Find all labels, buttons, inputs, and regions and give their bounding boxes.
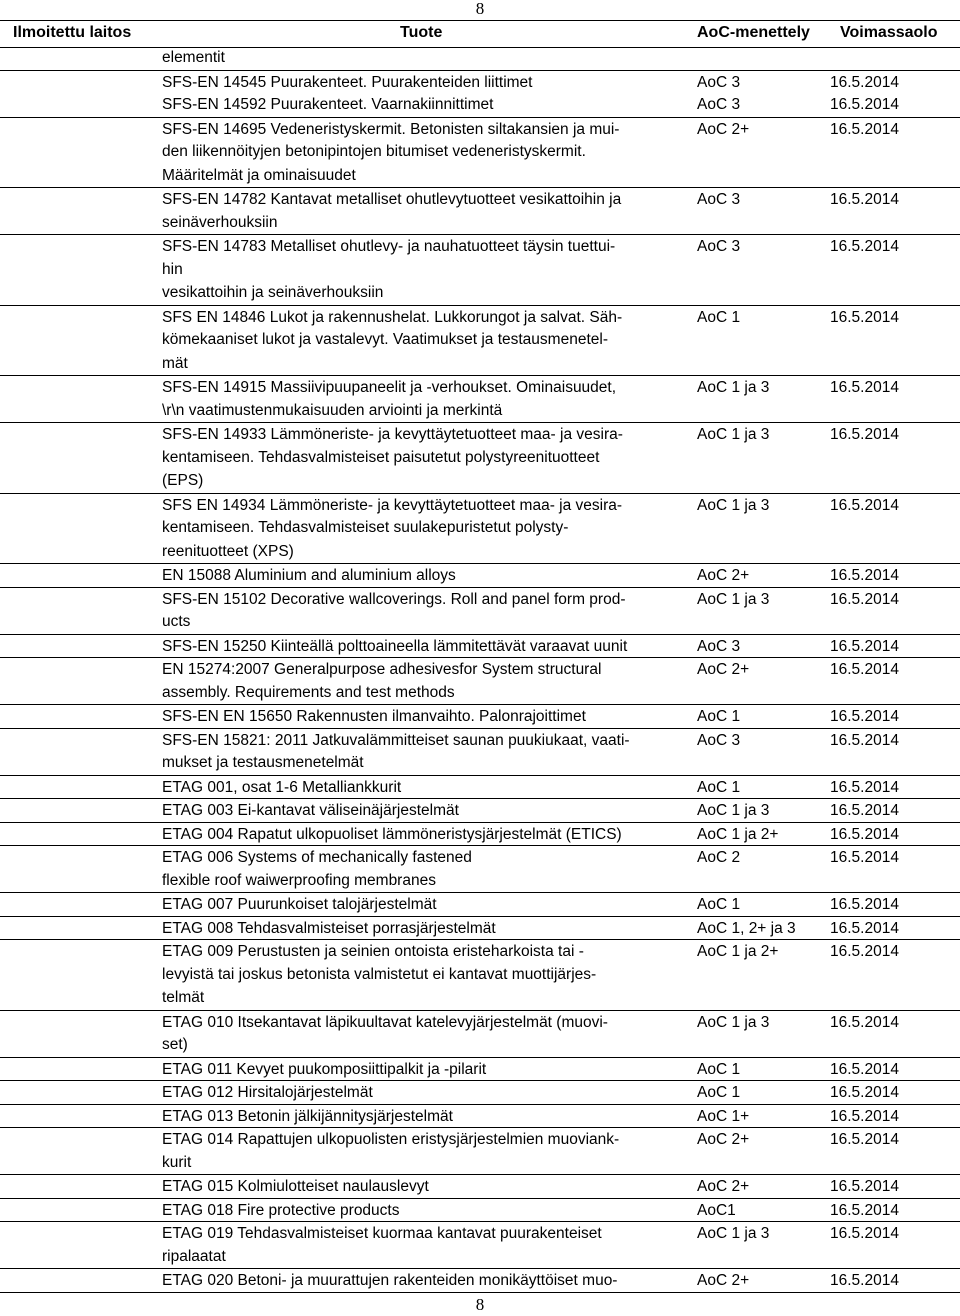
product-cell: SFS-EN 14933 Lämmöneriste- ja kevyttäytetuotteet maa- ja vesira- (162, 426, 623, 443)
validity-cell: 16.5.2014 (830, 238, 899, 255)
table-row (0, 469, 960, 493)
table-row (0, 751, 960, 775)
product-cell: ETAG 003 Ei-kantavat väliseinäjärjestelmät (162, 802, 459, 819)
page-number-top: 8 (475, 0, 485, 18)
table-row (0, 516, 960, 540)
table-row (0, 422, 960, 446)
product-cell: ETAG 008 Tehdasvalmisteiset porrasjärjestelmät (162, 919, 496, 937)
table-row (0, 1057, 960, 1081)
aoc-cell: AoC 1 ja 3 (697, 802, 770, 819)
header-tuote: Tuote (400, 24, 443, 41)
aoc-cell: AoC 1 ja 3 (697, 496, 770, 514)
table-row (0, 187, 960, 211)
product-cell: SFS-EN 14695 Vedeneristyskermit. Betonisten siltakansien ja mui- (162, 120, 620, 138)
table-row (0, 939, 960, 963)
validity-cell: 16.5.2014 (830, 708, 899, 725)
table-row (0, 1221, 960, 1245)
validity-cell: 16.5.2014 (830, 1131, 899, 1148)
table-row (0, 1268, 960, 1292)
product-cell: telmät (162, 989, 205, 1006)
validity-cell: 16.5.2014 (830, 120, 899, 138)
table-row (0, 1245, 960, 1269)
validity-cell: 16.5.2014 (830, 1178, 899, 1195)
product-cell: set) (162, 1036, 188, 1053)
aoc-cell: AoC 2 (697, 849, 741, 866)
table-row (0, 1080, 960, 1104)
header-aoc-menettely: AoC-menettely (697, 24, 810, 41)
product-cell: SFS EN 14846 Lukot ja rakennushelat. Lukkorungot ja salvat. Säh- (162, 308, 623, 326)
validity-cell: 16.5.2014 (830, 1201, 899, 1219)
table-row (0, 258, 960, 282)
product-cell: den liikennöityjen betonipintojen bitumiset vedeneristyskermit. (162, 143, 586, 160)
table-row (0, 775, 960, 799)
product-cell: \r\n vaatimustenmukaisuuden arviointi ja merkintä (162, 401, 503, 419)
aoc-cell: AoC 2+ (697, 661, 750, 678)
table-row (0, 446, 960, 470)
table-row (0, 657, 960, 681)
validity-cell: 16.5.2014 (830, 73, 899, 91)
validity-cell: 16.5.2014 (830, 426, 899, 443)
table-row (0, 399, 960, 423)
aoc-cell: AoC 1, 2+ ja 3 (697, 919, 796, 937)
table-row (0, 704, 960, 728)
aoc-cell: AoC 1 (697, 1084, 741, 1101)
table-row (0, 1198, 960, 1222)
validity-cell: 16.5.2014 (830, 308, 899, 326)
validity-cell: 16.5.2014 (830, 1272, 899, 1289)
product-cell: SFS-EN 15250 Kiinteällä polttoaineella lämmitettävät varaavat uunit (162, 637, 628, 655)
product-cell: ETAG 011 Kevyet puukomposiittipalkit ja -pilarit (162, 1060, 487, 1078)
validity-cell: 16.5.2014 (830, 496, 899, 514)
aoc-cell: AoC 2+ (697, 1272, 750, 1289)
table-row (0, 798, 960, 822)
product-cell: ETAG 007 Puurunkoiset talojärjestelmät (162, 896, 437, 913)
product-table-body (0, 46, 960, 1293)
product-cell: ETAG 001, osat 1-6 Metalliankkurit (162, 778, 402, 796)
validity-cell: 16.5.2014 (830, 1084, 899, 1101)
table-row (0, 540, 960, 564)
aoc-cell: AoC 1 (697, 1060, 741, 1078)
validity-cell: 16.5.2014 (830, 778, 899, 796)
aoc-cell: AoC 1 ja 3 (697, 1225, 770, 1242)
product-cell: elementit (162, 49, 225, 66)
aoc-cell: AoC 2+ (697, 1178, 750, 1195)
product-cell: ETAG 014 Rapattujen ulkopuolisten eristysjärjestelmien muoviank- (162, 1131, 620, 1148)
product-cell: kurit (162, 1153, 192, 1171)
aoc-cell: AoC 3 (697, 238, 741, 255)
table-row (0, 728, 960, 752)
table-row (0, 1151, 960, 1175)
product-cell: kentamiseen. Tehdasvalmisteiset paisutetut polystyreenituotteet (162, 448, 600, 466)
validity-cell: 16.5.2014 (830, 943, 899, 960)
validity-cell: 16.5.2014 (830, 1013, 899, 1031)
aoc-cell: AoC 1 ja 3 (697, 590, 770, 608)
validity-cell: 16.5.2014 (830, 661, 899, 678)
product-cell: (EPS) (162, 472, 204, 489)
table-row (0, 610, 960, 634)
table-row (0, 869, 960, 893)
validity-cell: 16.5.2014 (830, 1060, 899, 1078)
product-cell: mukset ja testausmenetelmät (162, 754, 364, 771)
product-cell: mät (162, 354, 188, 372)
table-row (0, 587, 960, 611)
product-cell: ETAG 004 Rapatut ulkopuoliset lämmöneristysjärjestelmät (ETICS) (162, 825, 622, 843)
aoc-cell: AoC 3 (697, 73, 741, 91)
table-row (0, 234, 960, 258)
table-row (0, 1010, 960, 1034)
aoc-cell: AoC 1 (697, 308, 741, 326)
validity-cell: 16.5.2014 (830, 567, 899, 584)
product-cell: levyistä tai joskus betonista valmistetut ei kantavat muottijärjes- (162, 965, 597, 983)
table-row (0, 164, 960, 188)
table-row (0, 305, 960, 329)
product-cell: ETAG 019 Tehdasvalmisteiset kuormaa kantavat puurakenteiset (162, 1225, 602, 1242)
validity-cell: 16.5.2014 (830, 191, 899, 208)
table-header (0, 20, 960, 48)
validity-cell: 16.5.2014 (830, 96, 899, 113)
aoc-cell: AoC 3 (697, 191, 741, 208)
product-cell: ETAG 020 Betoni- ja muurattujen rakenteiden monikäyttöiset muo- (162, 1272, 618, 1289)
validity-cell: 16.5.2014 (830, 590, 899, 608)
product-cell: EN 15274:2007 Generalpurpose adhesivesfor System structural (162, 661, 602, 678)
product-cell: SFS-EN 14545 Puurakenteet. Puurakenteiden liittimet (162, 73, 533, 91)
product-cell: reenituotteet (XPS) (162, 542, 294, 560)
product-cell: SFS-EN 14783 Metalliset ohutlevy- ja nauhatuotteet täysin tuettui- (162, 238, 616, 255)
aoc-cell: AoC 3 (697, 731, 741, 749)
product-cell: kentamiseen. Tehdasvalmisteiset suulakepuristetut polysty- (162, 519, 569, 536)
aoc-cell: AoC1 (697, 1201, 736, 1219)
aoc-cell: AoC 1+ (697, 1107, 750, 1125)
product-cell: ETAG 015 Kolmiulotteiset naulauslevyt (162, 1178, 429, 1195)
product-cell: flexible roof waiwerproofing membranes (162, 871, 436, 889)
table-row (0, 963, 960, 987)
aoc-cell: AoC 2+ (697, 567, 750, 584)
product-cell: SFS-EN 15821: 2011 Jatkuvalämmitteiset saunan puukiukaat, vaati- (162, 731, 630, 749)
validity-cell: 16.5.2014 (830, 1225, 899, 1242)
table-row (0, 845, 960, 869)
table-row (0, 1033, 960, 1057)
aoc-cell: AoC 3 (697, 637, 741, 655)
validity-cell: 16.5.2014 (830, 849, 899, 866)
table-row (0, 986, 960, 1010)
product-cell: SFS EN 14934 Lämmöneriste- ja kevyttäytetuotteet maa- ja vesira- (162, 496, 623, 514)
table-row (0, 916, 960, 940)
table-row (0, 1127, 960, 1151)
product-cell: SFS-EN 14915 Massiivipuupaneelit ja -verhoukset. Ominaisuudet, (162, 379, 617, 396)
product-cell: SFS-EN 14592 Puurakenteet. Vaarnakiinnittimet (162, 96, 494, 113)
table-row (0, 634, 960, 658)
aoc-cell: AoC 1 ja 3 (697, 426, 770, 443)
table-row (0, 140, 960, 164)
product-cell: ETAG 006 Systems of mechanically fastened (162, 849, 472, 866)
product-cell: ucts (162, 613, 191, 630)
product-cell: ETAG 010 Itsekantavat läpikuultavat katelevyjärjestelmät (muovi- (162, 1013, 608, 1031)
product-cell: SFS-EN EN 15650 Rakennusten ilmanvaihto. Palonrajoittimet (162, 708, 586, 725)
header-voimassaolo: Voimassaolo (840, 24, 938, 41)
table-row (0, 892, 960, 916)
product-cell: ETAG 009 Perustusten ja seinien ontoista eristeharkoista tai - (162, 943, 584, 960)
validity-cell: 16.5.2014 (830, 919, 899, 937)
aoc-cell: AoC 1 ja 3 (697, 1013, 770, 1031)
product-cell: EN 15088 Aluminium and aluminium alloys (162, 567, 456, 584)
product-cell: SFS-EN 14782 Kantavat metalliset ohutlevytuotteet vesikattoihin ja (162, 191, 622, 208)
aoc-cell: AoC 1 ja 3 (697, 379, 770, 396)
table-row (0, 211, 960, 235)
table-row (0, 352, 960, 376)
table-row (0, 375, 960, 399)
validity-cell: 16.5.2014 (830, 802, 899, 819)
validity-cell: 16.5.2014 (830, 637, 899, 655)
table-row (0, 822, 960, 846)
table-row (0, 93, 960, 117)
table-row (0, 70, 960, 94)
validity-cell: 16.5.2014 (830, 825, 899, 843)
table-row (0, 117, 960, 141)
validity-cell: 16.5.2014 (830, 896, 899, 913)
aoc-cell: AoC 1 (697, 778, 741, 796)
table-row (0, 681, 960, 705)
product-cell: seinäverhouksiin (162, 213, 278, 231)
table-row (0, 1174, 960, 1198)
table-row (0, 46, 960, 70)
aoc-cell: AoC 1 (697, 896, 741, 913)
page-number-bottom: 8 (475, 1295, 485, 1314)
product-cell: kömekaaniset lukot ja vastalevyt. Vaatimukset ja testausmenetel- (162, 331, 608, 348)
product-cell: SFS-EN 15102 Decorative wallcoverings. Roll and panel form prod- (162, 590, 626, 608)
aoc-cell: AoC 1 (697, 708, 741, 725)
aoc-cell: AoC 1 ja 2+ (697, 943, 779, 960)
aoc-cell: AoC 2+ (697, 1131, 750, 1148)
product-cell: Määritelmät ja ominaisuudet (162, 166, 356, 184)
table-row (0, 281, 960, 305)
product-cell: ETAG 018 Fire protective products (162, 1201, 400, 1219)
product-cell: vesikattoihin ja seinäverhouksiin (162, 284, 384, 301)
product-cell: assembly. Requirements and test methods (162, 683, 455, 701)
product-cell: ETAG 012 Hirsitalojärjestelmät (162, 1084, 373, 1101)
table-row (0, 563, 960, 587)
table-row (0, 1104, 960, 1128)
header-ilmoitettu-laitos: Ilmoitettu laitos (13, 24, 132, 41)
table-row (0, 493, 960, 517)
aoc-cell: AoC 3 (697, 96, 741, 113)
product-cell: ETAG 013 Betonin jälkijännitysjärjestelmät (162, 1107, 453, 1125)
table-row (0, 328, 960, 352)
validity-cell: 16.5.2014 (830, 379, 899, 396)
aoc-cell: AoC 2+ (697, 120, 750, 138)
validity-cell: 16.5.2014 (830, 1107, 899, 1125)
validity-cell: 16.5.2014 (830, 731, 899, 749)
product-cell: ripalaatat (162, 1247, 226, 1265)
product-cell: hin (162, 260, 183, 278)
aoc-cell: AoC 1 ja 2+ (697, 825, 779, 843)
